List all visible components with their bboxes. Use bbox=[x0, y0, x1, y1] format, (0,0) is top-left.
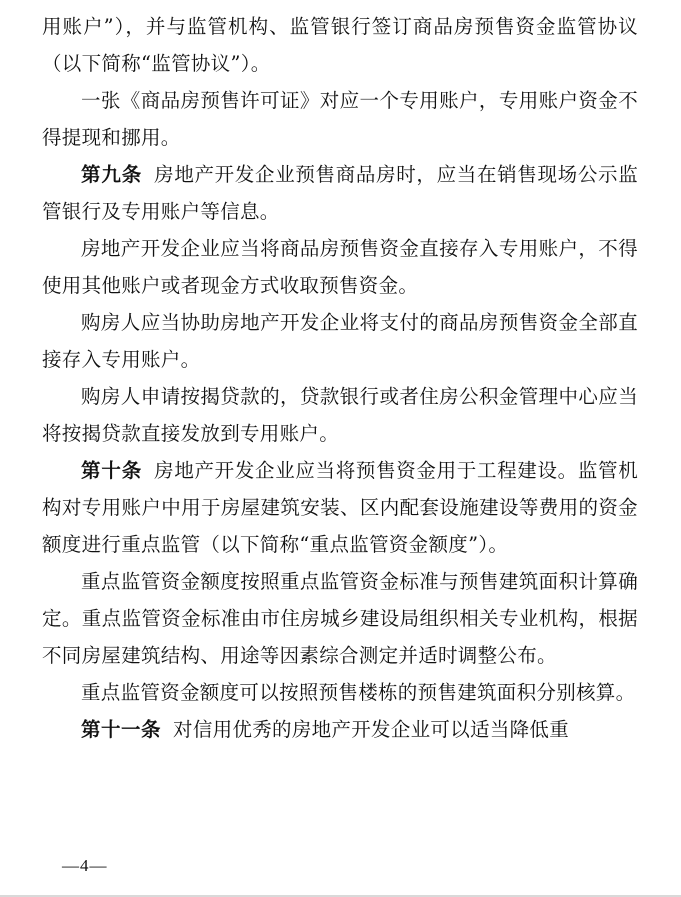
paragraph-text: 房地产开发企业应当将预售资金用于工程建设。监管机构对专用账户中用于房屋建筑安装、区内配套设施建设等费用的资金额度进行重点监管（以下简称“重点监管资金额度”）。 bbox=[42, 459, 638, 556]
paragraph-text: 购房人应当协助房地产开发企业将支付的商品房预售资金全部直接存入专用账户。 bbox=[42, 311, 638, 371]
paragraph-text: 购房人申请按揭贷款的，贷款银行或者住房公积金管理中心应当将按揭贷款直接发放到专用账户。 bbox=[42, 385, 638, 445]
paragraph-text: 用账户”），并与监管机构、监管银行签订商品房预售资金监管协议（以下简称“监管协议”）。 bbox=[42, 15, 638, 75]
paragraph-6 bbox=[42, 378, 638, 452]
paragraph-4 bbox=[42, 230, 638, 304]
paragraph-text: 对信用优秀的房地产开发企业可以适当降低重 bbox=[173, 718, 570, 741]
paragraph-text: 一张《商品房预售许可证》对应一个专用账户，专用账户资金不得提现和挪用。 bbox=[42, 89, 638, 149]
paragraph-5 bbox=[42, 304, 638, 378]
paragraph-2 bbox=[42, 82, 638, 156]
article-9-heading: 第九条 bbox=[81, 163, 143, 186]
paragraph-text: 重点监管资金额度可以按照预售楼栋的预售建筑面积分别核算。 bbox=[81, 681, 636, 704]
paragraph-text: 房地产开发企业预售商品房时，应当在销售现场公示监管银行及专用账户等信息。 bbox=[42, 163, 638, 223]
paragraph-8 bbox=[42, 563, 638, 674]
paragraph-9 bbox=[42, 674, 638, 711]
paragraph-1 bbox=[42, 8, 638, 82]
document-page bbox=[42, 8, 638, 748]
article-9-paragraph bbox=[42, 156, 638, 230]
article-11-paragraph bbox=[42, 711, 638, 748]
article-10-heading: 第十条 bbox=[81, 459, 143, 482]
page-number: —4— bbox=[62, 856, 108, 875]
article-10-paragraph bbox=[42, 452, 638, 563]
paragraph-text: 重点监管资金额度按照重点监管资金标准与预售建筑面积计算确定。重点监管资金标准由市住房城乡建设局组织相关专业机构，根据不同房屋建筑结构、用途等因素综合测定并适时调整公布。 bbox=[42, 570, 638, 667]
paragraph-text: 房地产开发企业应当将商品房预售资金直接存入专用账户，不得使用其他账户或者现金方式收取预售资金。 bbox=[42, 237, 638, 297]
article-11-heading: 第十一条 bbox=[81, 718, 162, 741]
